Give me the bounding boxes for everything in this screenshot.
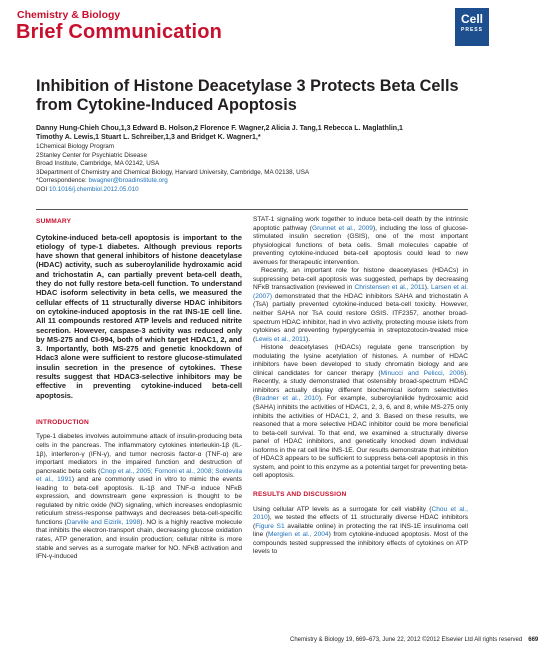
article-title: Inhibition of Histone Deacetylase 3 Protects Beta Cells from Cytokine-Induced Apoptosis: [36, 77, 459, 114]
correspondence-email-link[interactable]: bwagner@broadinstitute.org: [88, 177, 168, 184]
p3-citation-link[interactable]: Bradner et al., 2010: [255, 395, 319, 403]
paragraph-3: [253, 344, 468, 481]
intro-text-a: Type-1 diabetes involves autoimmune attack of insulin-producing beta cells in the pancreas. The inflammatory cytokines interleukin-1β (IL-1β), interferon-γ (IFN-γ), and tumor necrosis factor-α (TNF-α) are important mediators in the impaired function and destruction of pancreatic beta cells (: [36, 433, 242, 475]
footer-citation: Chemistry & Biology 19, 669–673, June 22, 2012 ©2012 Elsevier Ltd All rights reserved: [290, 637, 523, 643]
intro-citation-link[interactable]: Darville and Eizirik, 1998: [66, 518, 141, 526]
results-heading: RESULTS AND DISCUSSION: [253, 490, 347, 498]
p2-text-c: demonstrated that the HDAC inhibitors SAHA and trichostatin A (TsA) partially prevented cytokine-induced beta-cell toxicity. However, neither SAHA nor TsA could restore GSIS. ITF2357, another broad-spectrum HDAC inhibitor, had in vivo activity, protecting mouse islets from cytokines and preventing hyperglycemia in streptozotocin-treated mice (: [253, 292, 468, 343]
p4-text-a: Using cellular ATP levels as a surrogate for cell viability (: [253, 505, 432, 513]
summary-heading: SUMMARY: [36, 218, 72, 225]
logo-main-text: Cell: [460, 12, 483, 26]
intro-text-c: ). NO is a highly reactive molecule that inhibits the electron-transport chain, decreasing glucose oxidation rates, ATP generation, and insulin production; cellular nitrite is more stable and serves as a surrogate marker for NO. NFκB activation and IFN-γ-induced: [36, 518, 242, 561]
author-list: [36, 124, 476, 142]
p3-text-a: Histone deacetylases (HDACs) regulate gene transcription by modulating the lysine acetylation of histones. A number of HDAC inhibitors have been developed to study chromatin biology and are clinical candidates for cancer therapy (: [253, 344, 468, 377]
p3-citation-link[interactable]: Minucci and Pelicci, 2006: [380, 369, 464, 377]
article-type-heading: Brief Communication: [16, 21, 223, 43]
page-footer: [290, 637, 538, 643]
affiliation-3: Broad Institute, Cambridge, MA 02142, USA: [36, 160, 160, 167]
p3-text-c: ). For example, suberoylanilide hydroxamic acid (SAHA) inhibits the activities of HDAC1, 2, 3, 6, and 8, while MS-275 only inhibits the activities of HDAC1, 2, and 3. Based on these results, we reasoned that a more selective HDAC inhibitor could be more beneficial to beta-cell survival. To that end, we examined a structurally diverse panel of HDAC inhibitors, and genetically knocked down individual isoforms in the rat cell line INS-1E. Our results demonstrate that inhibition of HDAC3 appears to be sufficient to suppress beta-cell apoptosis in this system, and point to this enzyme as a potential target for preventing beta-cell apoptosis.: [253, 395, 468, 480]
p1-citation-link[interactable]: Grunnet et al., 2009: [311, 224, 373, 232]
header-divider: [36, 209, 468, 210]
page-number: 669: [528, 637, 538, 643]
intro-text-b: ) and are commonly used in vitro to mimic the events leading to beta-cell apoptosis. IL-1β and TNF-α induce NFκB expression, and downstream gene expression is thought to be regulated by nitric oxide (NO) signaling, which increases endoplasmic reticulum stress-response pathways and decreases beta-cell-specific functions (: [36, 476, 242, 526]
p3-text-b: ). Recently, a study demonstrated that ostensibly broad-spectrum HDAC inhibitors actually display different biochemical isoform selectivities (: [253, 369, 468, 403]
p2-citation-link[interactable]: Christensen et al., 2011: [354, 284, 425, 292]
p4-text-d: ) from cytokine-induced apoptosis. Most of the compounds tested suppressed the inhibitory effects of cytokines on ATP levels to: [253, 531, 468, 556]
correspondence-label: *Correspondence:: [36, 177, 89, 184]
introduction-heading: INTRODUCTION: [36, 418, 89, 426]
p2-text-a: Recently, an important role for histone deacetylases (HDACs) in suppressing beta-cell apoptosis was suggested, perhaps by decreasing NFκB transactivation (reviewed in: [253, 267, 468, 292]
p4-text-c: available online) in protecting the rat INS-1E insulinoma cell line (: [253, 522, 468, 539]
intro-paragraph: [36, 433, 242, 561]
affiliation-1: 1Chemical Biology Program: [36, 143, 115, 150]
doi-link[interactable]: 10.1016/j.chembiol.2012.05.010: [48, 185, 139, 193]
summary-text: Cytokine-induced beta-cell apoptosis is important to the etiology of type-1 diabetes. Although previous reports have shown that general inhibitors of histone deacetylase (HDAC) activity, such as suberoylanilide hydroxamic acid and trichostatin A, can partially prevent beta-cell death, they do not fully restore beta-cell function. To understand HDAC isoform selectivity in beta cells, we measured the cellular effects of 11 structurally diverse HDAC inhibitors on cytokine-induced apoptosis in the rat INS-1E cell line. All 11 compounds restored ATP levels and reduced nitrite secretion. However, caspase-3 activity was reduced only by MS-275 and CI-994, both of which target HDAC1, 2, and 3. Importantly, both MS-275 and genetic knockdown of Hdac3 alone were sufficient to restore glucose-stimulated insulin secretion in the presence of cytokines. These results suggest that HDAC3-selective inhibitors may be effective in preventing cytokine-induced beta-cell apoptosis.: [36, 232, 242, 400]
p4-citation-link[interactable]: Chou et al., 2010: [253, 505, 468, 522]
right-column: [253, 216, 468, 557]
doi-line: [36, 186, 476, 195]
affiliations: [36, 143, 476, 194]
affiliation-4: 3Department of Chemistry and Chemical Biology, Harvard University, Cambridge, MA 02138, USA: [36, 168, 310, 176]
left-column: [36, 218, 242, 562]
p2-text-d: ).: [306, 335, 311, 343]
authors-line-1: Danny Hung-Chieh Chou,1,3 Edward B. Holson,2 Florence F. Wagner,2 Alicia J. Tang,1 Rebecca L. Maglathlin,1: [36, 125, 403, 132]
p1-text-a: STAT-1 signaling work together to induce beta-cell death by the intrinsic apoptotic pathway (: [253, 216, 468, 232]
paragraph-1: [253, 216, 468, 267]
affiliation-2: 2Stanley Center for Psychiatric Disease: [36, 151, 147, 159]
paragraph-2: [253, 267, 468, 344]
authors-line-2: Timothy A. Lewis,1 Stuart L. Schreiber,1,3 and Bridget K. Wagner1,*: [36, 134, 261, 141]
p2-citation-link[interactable]: Lewis et al., 2011: [255, 335, 307, 343]
correspondence: [36, 177, 476, 186]
doi-label: DOI: [36, 185, 49, 193]
logo-sub-text: PRESS: [461, 27, 483, 33]
p2-text-b: ).: [424, 284, 431, 292]
cell-press-logo: [455, 8, 489, 46]
journal-name: Chemistry & Biology: [17, 9, 121, 21]
paragraph-4: [253, 506, 468, 557]
p1-text-b: ), including the loss of glucose-stimulated insulin secretion (GSIS), one of the most important physiological functions of beta cells. Small molecules capable of preventing cytokine-induced beta-cell apoptosis could lead to new avenues for therapeutic intervention.: [253, 224, 468, 266]
p2-citation-link[interactable]: Larsen et al. (2007): [253, 284, 468, 300]
p4-text-b: ), we tested the effects of 11 structurally diverse HDAC inhibitors (: [253, 514, 468, 530]
intro-citation-link[interactable]: Cnop et al., 2005; Fornoni et al., 2008; Soldevila et al., 1991: [36, 467, 243, 484]
p4-citation-link[interactable]: Merglen et al., 2004: [268, 531, 329, 539]
p4-figure-link[interactable]: Figure S1: [255, 522, 285, 530]
